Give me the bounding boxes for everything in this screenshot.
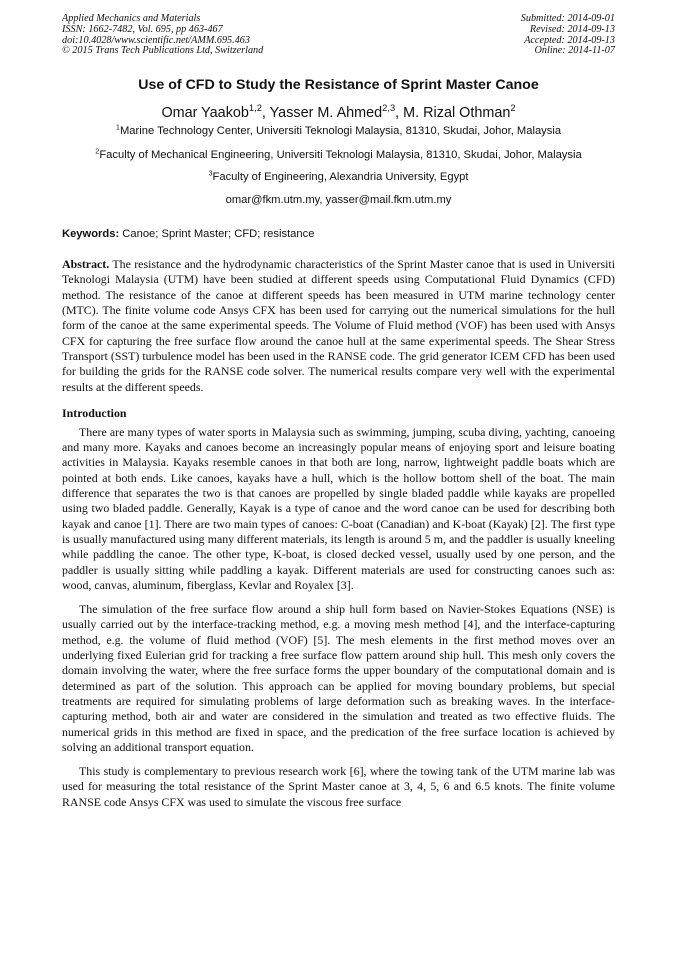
journal-name: Applied Mechanics and Materials [62,13,201,24]
author-name: Yasser M. Ahmed [269,105,383,122]
author-name: M. Rizal Othman [403,105,511,122]
keywords [62,228,615,240]
doi-line: doi:10.4028/www.scientific.net/AMM.695.463 [62,34,250,46]
author-affiliation-mark: 2 [510,103,516,114]
publication-info [62,14,263,57]
journal-header [62,14,615,57]
abstract-text: The resistance and the hydrodynamic characteristics of the Sprint Master canoe that is used in Universiti Teknologi Malaysia (UTM) have been studied at different speeds using Computational Fluid Dynamics (CFD) method. The resistance of the canoe at different speeds has been measured in UTM marine technology center (MTC). The finite volume code Ansys CFX has been used for carrying out the numerical simulations for the hull form of the canoe at the same experimental speeds. The Volume of Fluid method (VOF) has been used with Ansys CFX for capturing the free surface flow around the canoe hull at the same experimental speeds. The Shear Stress Transport (SST) turbulence model has been used in the RANSE code. The grid generator ICEM CFD has been used for building the grids for the RANSE code solver. The numerical results compare very well with the experimental results at the different speeds. [62,257,615,394]
accepted-date: Accepted: 2014-09-13 [524,34,615,46]
affiliation-number: 3 [208,168,213,178]
author-affiliation-mark: 1,2 [248,103,262,114]
affiliation-text: Faculty of Mechanical Engineering, Universiti Teknologi Malaysia, 81310, Skudai, Johor, Malaysia [99,149,582,162]
author-separator: , [261,105,270,122]
affiliation-text: Marine Technology Center, Universiti Teknologi Malaysia, 81310, Skudai, Johor, Malaysia [119,125,562,138]
keywords-text: Canoe; Sprint Master; CFD; resistance [119,228,315,241]
author-affiliation-mark: 2,3 [382,103,396,114]
affiliation [62,146,615,162]
submitted-date: Submitted: 2014-09-01 [520,13,615,24]
body-paragraph: The simulation of the free surface flow around a ship hull form based on Navier-Stokes Equations (NSE) is usually carried out by the interface-tracking method, e.g. a moving mesh method [4], and the interface-capturing method, e.g. the volume of fluid method (VOF) [5]. The mesh elements in the first method moves over an underlying fixed Eulerian grid for tracking a free surface flow pattern around ship hull. This mesh only covers the domain involving the water, where the free surface forms the upper boundary of the computational domain and is determined as part of the solution. This approach can be applied for moving boundary problems, but special treatments are required for simulating problems of large deformation such as breaking waves. In the interface-capturing method, both air and water are considered in the simulation and treated as two effective fluids. The numerical grids in this method are fixed in space, and the predication of the free surface location is achieved by solving an additional transport equation. [62,602,615,754]
paper-title: Use of CFD to Study the Resistance of Sprint Master Canoe [138,77,539,94]
affiliation [62,168,615,184]
abstract-label: Abstract. [62,257,110,272]
paper-page [62,14,615,810]
body-paragraph: This study is complementary to previous research work [6], where the towing tank of the UTM marine lab was used for measuring the total resistance of the Sprint Master canoe at 3, 4, 5, 6 and 6.5 knots. The finite volume RANSE code Ansys CFX was used to simulate the viscous free surface [62,764,615,809]
copyright-line: © 2015 Trans Tech Publications Ltd, Switzerland [62,45,264,57]
author-emails: omar@fkm.utm.my, yasser@mail.fkm.utm.my [225,194,452,207]
author-name: Omar Yaakob [161,105,249,122]
revised-date: Revised: 2014-09-13 [529,23,615,35]
author-list [62,105,615,121]
author-separator: , [395,105,404,122]
keywords-label: Keywords: [62,228,120,241]
section-heading-introduction: Introduction [62,405,127,420]
publication-dates [521,14,615,57]
online-date: Online: 2014-11-07 [534,45,615,57]
abstract [62,257,615,395]
body-paragraph: There are many types of water sports in Malaysia such as swimming, jumping, scuba diving, yachting, canoeing and many more. Kayaks and canoes become an increasingly popular means of enjoying sport and leisure boating activities in Malaysia. Kayaks resemble canoes in that both are long, narrow, lightweight paddle boats which are pointed at both ends. Like canoes, kayaks have a hull, which is the hollow bottom shell of the boat. The main difference that separates the two is that canoes are propelled by single bladed paddle while kayaks are propelled using two bladed paddle. Generally, Kayak is a type of canoe and the word canoe can be used for describing both kayak and canoe [1]. There are two main types of canoes: C-boat (Canadian) and K-boat (Kayak) [2]. The first type is usually manufactured using many different materials, its length is around 5 m, and the paddler is usually kneeling while paddling the canoe. The other type, K-boat, is closed decked vessel, usually used by one person, and the paddler is usually sitting while paddling a kayak. Different materials are used for constructing canoes such as: wood, canvas, aluminum, fiberglass, Kevlar and Royalex [3]. [62,424,615,592]
affiliation-number: 2 [95,146,100,156]
issn-line: ISSN: 1662-7482, Vol. 695, pp 463-467 [62,23,223,35]
affiliation-text: Faculty of Engineering, Alexandria University, Egypt [212,171,469,184]
affiliation [62,122,615,138]
affiliation-number: 1 [115,122,120,132]
